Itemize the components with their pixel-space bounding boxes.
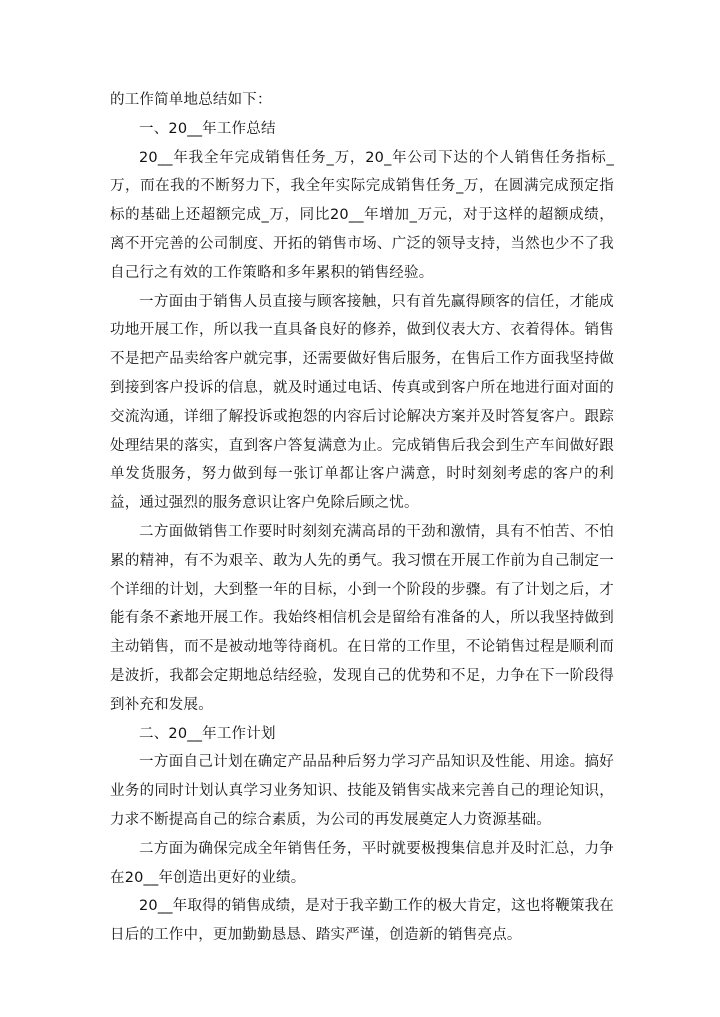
paragraph-work-attitude: 二方面做销售工作要时时刻刻充满高昂的干劲和激情，具有不怕苦、不怕累的精神，有不为艰辛、敢为人先的勇气。我习惯在开展工作前为自己制定一个详细的计划，大到整一年的目标，小到一个阶段的步骤。有了计划之后，才能有条不紊地开展工作。我始终相信机会是留给有准备的人，所以我坚持做到主动销售，而不是被动地等待商机。在日常的工作里，不论销售过程是顺利而是波折，我都会定期地总结经验，发现自己的优势和不足，力争在下一阶段得到补充和发展。 xyxy=(110,523,614,713)
section-heading-plan: 二、20__年工作计划 xyxy=(139,725,276,742)
paragraph-conclusion: 20__年取得的销售成绩，是对于我辛勤工作的极大肯定，这也将鞭策我在日后的工作中，更加勤勤恳恳、踏实严谨，创造新的销售亮点。 xyxy=(110,898,614,944)
document-body xyxy=(110,86,614,950)
paragraph-sales-results: 20__年我全年完成销售任务_万，20_年公司下达的个人销售任务指标_万，而在我的不断努力下，我全年实际完成销售任务_万，在圆满完成预定指标的基础上还超额完成_万，同比20__年增加_万元，对于这样的超额成绩，离不开完善的公司制度、开拓的销售市场、广泛的领导支持，当然也少不了我自己行之有效的工作策略和多年累积的销售经验。 xyxy=(110,149,614,281)
paragraph-sales-target-plan: 二方面为确保完成全年销售任务，平时就要极搜集信息并及时汇总，力争在20__年创造出更好的业绩。 xyxy=(110,840,614,886)
paragraph-customer-service: 一方面由于销售人员直接与顾客接触，只有首先赢得顾客的信任，才能成功地开展工作，所以我一直具备良好的修养，做到仪表大方、衣着得体。销售不是把产品卖给客户就完事，还需要做好售后服务，在售后工作方面我坚持做到接到客户投诉的信息，就及时通过电话、传真或到客户所在地进行面对面的交流沟通，详细了解投诉或抱怨的内容后讨论解决方案并及时答复客户。跟踪处理结果的落实，直到客户答复满意为止。完成销售后我会到生产车间做好跟单发货服务，努力做到每一张订单都让客户满意，时时刻刻考虑的客户的利益，通过强烈的服务意识让客户免除后顾之忧。 xyxy=(110,293,614,512)
intro-line: 的工作简单地总结如下： xyxy=(110,92,272,108)
paragraph-learning-plan: 一方面自己计划在确定产品品种后努力学习产品知识及性能、用途。搞好业务的同时计划认真学习业务知识、技能及销售实战来完善自己的理论知识，力求不断提高自己的综合素质，为公司的再发展奠定人力资源基础。 xyxy=(110,754,614,828)
section-heading-summary: 一、20__年工作总结 xyxy=(139,120,276,137)
